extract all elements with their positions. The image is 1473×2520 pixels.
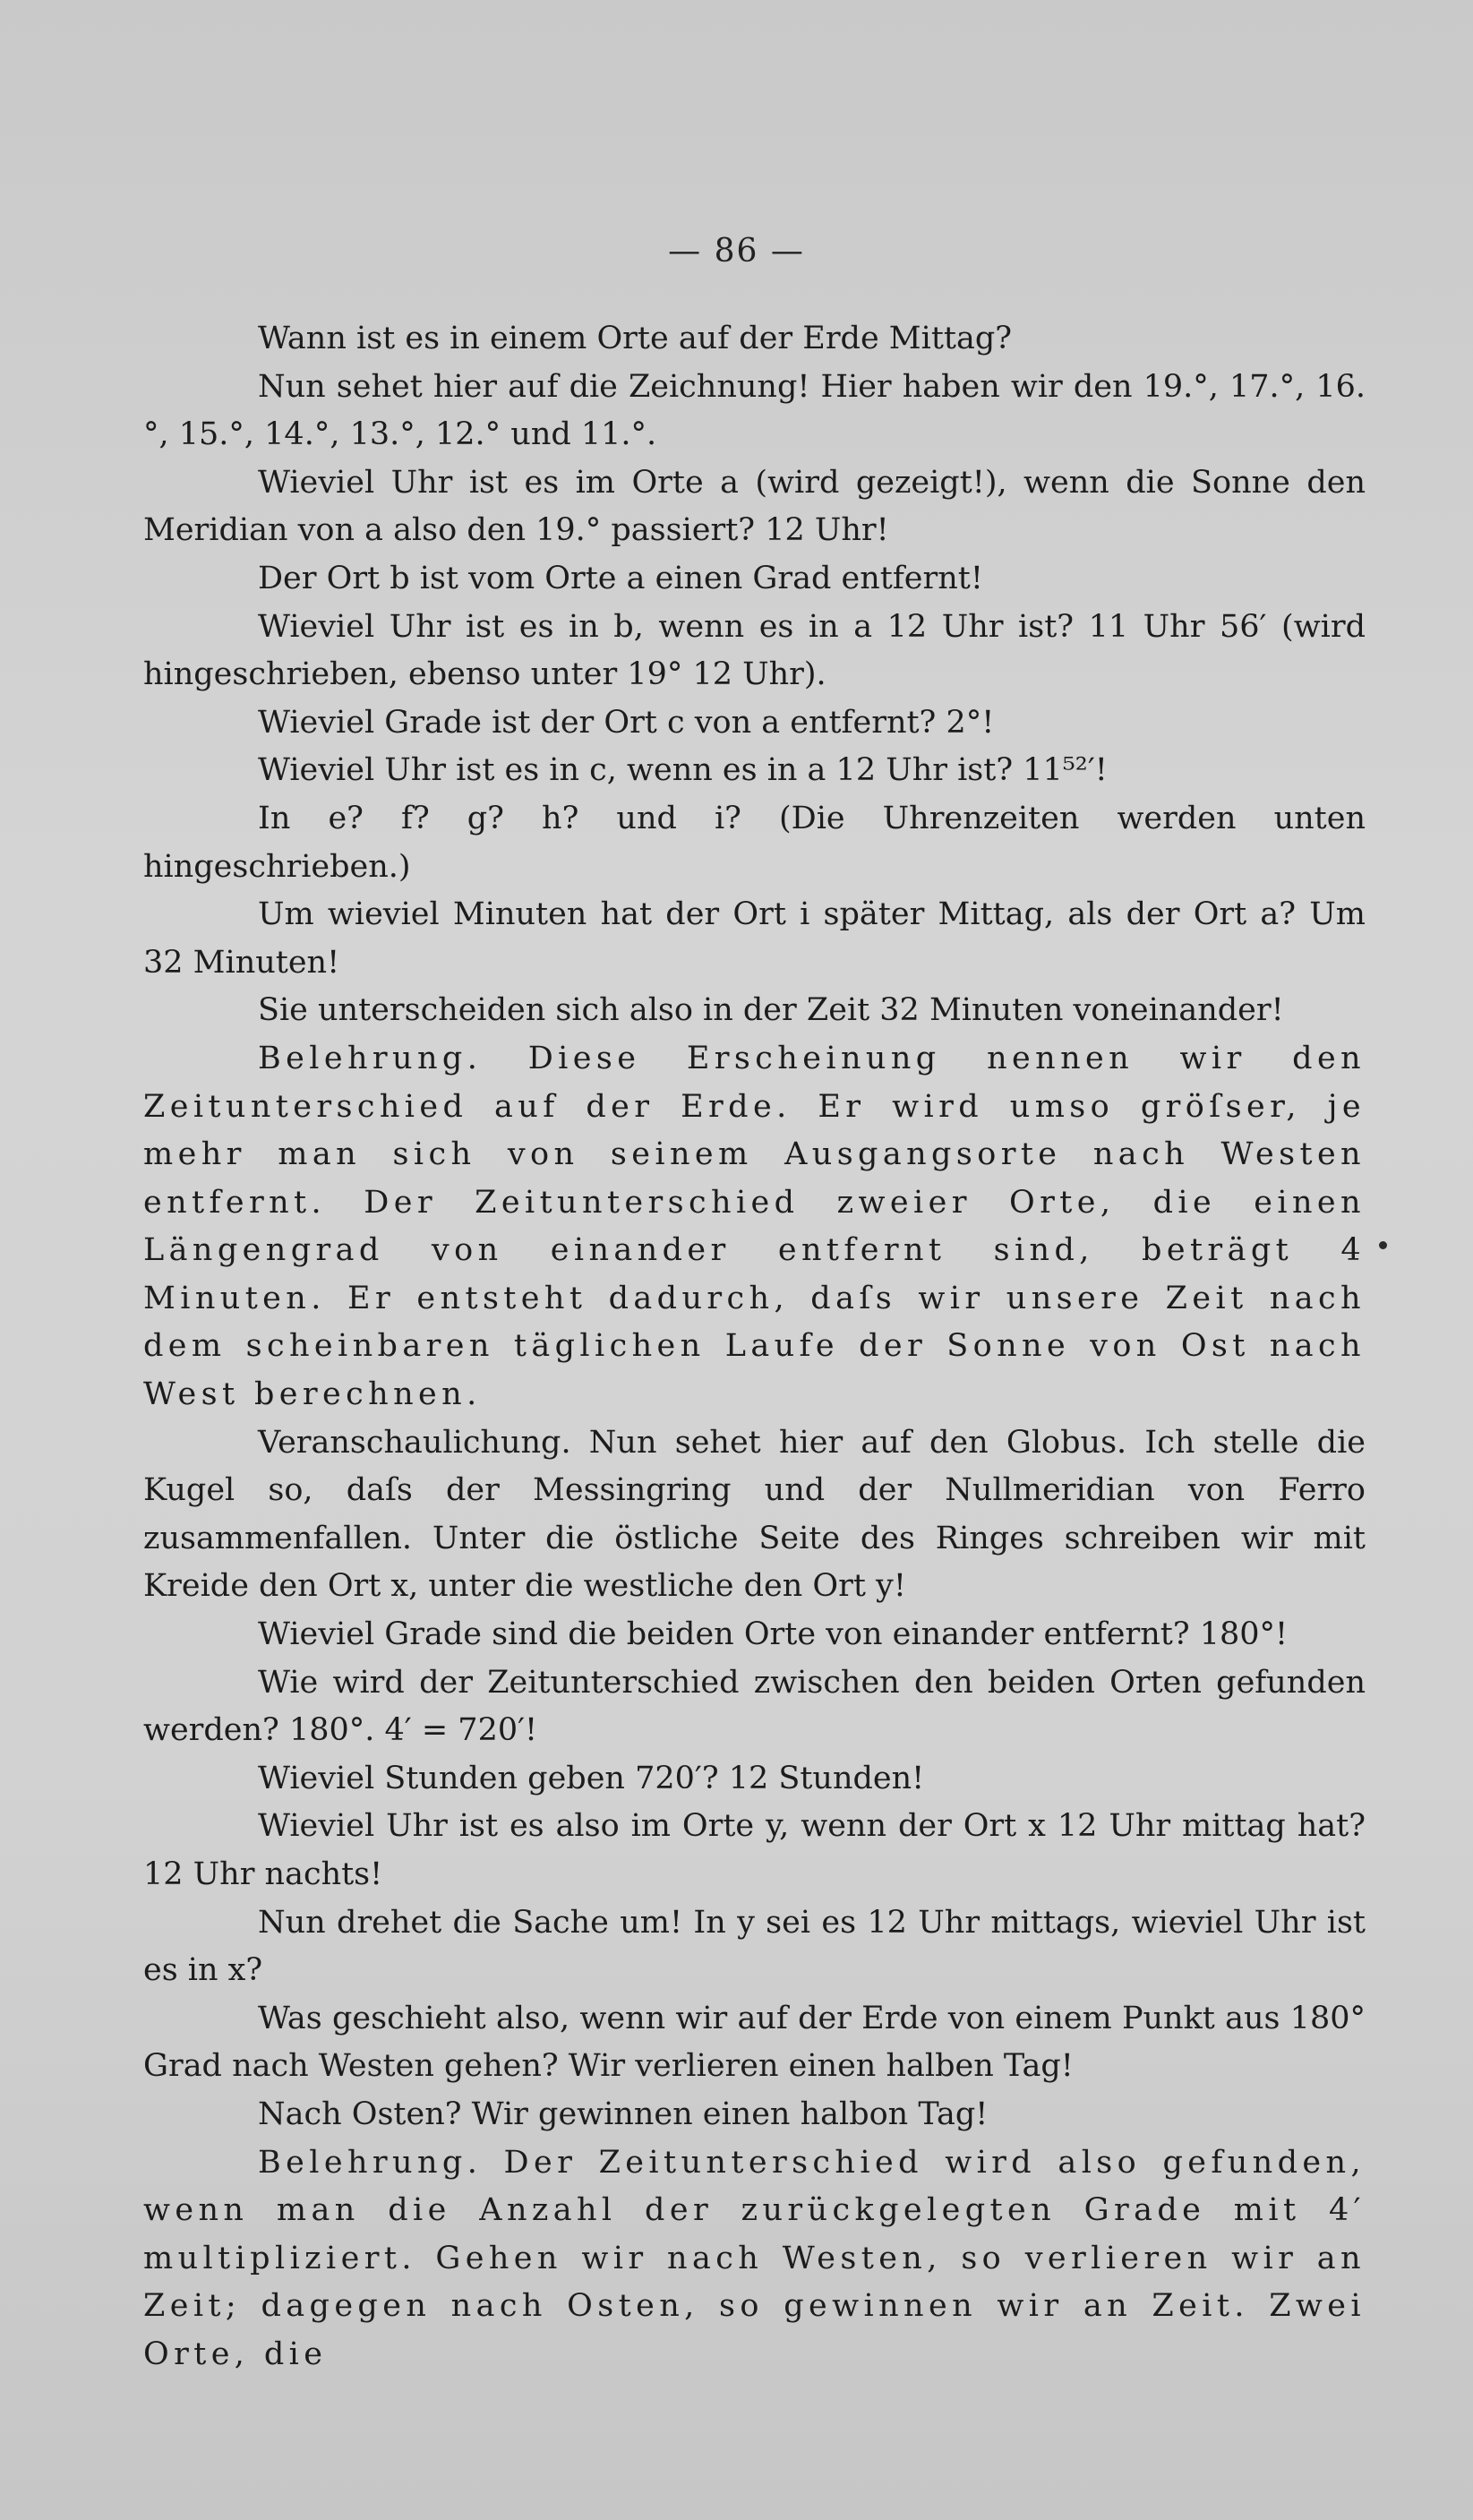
paragraph: Wieviel Uhr ist es also im Orte y, wenn der Ort x 12 Uhr mittag hat? 12 Uhr nachts! <box>143 1808 1366 1892</box>
paragraph: Der Ort b ist vom Orte a einen Grad entfernt! <box>258 560 983 596</box>
body-text <box>143 315 1366 2379</box>
paragraph: Wieviel Uhr ist es in b, wenn es in a 12 Uhr ist? 11 Uhr 56′ (wird hingeschrieben, ebenso unter 19° 12 Uhr). <box>143 608 1366 693</box>
paragraph: Wieviel Grade sind die beiden Orte von einander entfernt? 180°! <box>258 1616 1289 1653</box>
page-number: — 86 — <box>668 233 805 270</box>
paragraph: Wie wird der Zeitunterschied zwischen den beiden Orten gefunden werden? 180°. 4′ = 720′! <box>143 1664 1366 1749</box>
paragraph: Nun drehet die Sache um! In y sei es 12 Uhr mittags, wieviel Uhr ist es in x? <box>143 1904 1366 1989</box>
paragraph: Um wieviel Minuten hat der Ort i später Mittag, als der Ort a? Um 32 Minuten! <box>143 896 1366 981</box>
paragraph: Wieviel Uhr ist es im Orte a (wird gezeigt!), wenn die Sonne den Meridian von a also den 19.° passiert? 12 Uhr! <box>143 464 1366 549</box>
paragraph: Wieviel Stunden geben 720′? 12 Stunden! <box>258 1760 925 1796</box>
paragraph: Nach Osten? Wir gewinnen einen halbon Tag! <box>258 2096 989 2132</box>
paragraph-veranschaulichung: Veranschaulichung. Nun sehet hier auf den Globus. Ich stelle die Kugel so, daſs der Messingring und der Nullmeridian von Ferro zusammenfallen. Unter die östliche Seite des Ringes schreiben wir mit Kreide den Ort x, unter die westliche den Ort y! <box>143 1424 1366 1605</box>
paragraph: Wieviel Uhr ist es in c, wenn es in a 12 Uhr ist? 11⁵²′! <box>258 752 1108 789</box>
ink-dot <box>1379 1241 1387 1249</box>
paragraph: Sie unterscheiden sich also in der Zeit 32 Minuten voneinander! <box>258 992 1284 1029</box>
paragraph: Wieviel Grade ist der Ort c von a entfernt? 2°! <box>258 704 995 741</box>
paragraph: Wann ist es in einem Orte auf der Erde Mittag? <box>258 321 1012 356</box>
paragraph: In e? f? g? h? und i? (Die Uhrenzeiten werden unten hingeschrieben.) <box>143 800 1366 885</box>
paragraph: Nun sehet hier auf die Zeichnung! Hier haben wir den 19.°, 17.°, 16.°, 15.°, 14.°, 13.°, 12.° und 11.°. <box>143 368 1366 453</box>
paragraph-belehrung: Belehrung. Diese Erscheinung nennen wir den Zeitunterschied auf der Erde. Er wird umso gröſser, je mehr man sich von seinem Ausgangsorte nach Westen entfernt. Der Zeitunterschied zweier Orte, die einen Längengrad von einander entfernt sind, beträgt 4 Minuten. Er entsteht dadurch, daſs wir unsere Zeit nach dem scheinbaren täglichen Laufe der Sonne von Ost nach West berechnen. <box>143 1040 1366 1413</box>
paragraph-belehrung: Belehrung. Der Zeitunterschied wird also gefunden, wenn man die Anzahl der zurückgelegten Grade mit 4′ multipliziert. Gehen wir nach Westen, so verlieren wir an Zeit; dagegen nach Osten, so gewinnen wir an Zeit. Zwei Orte, die <box>143 2144 1366 2372</box>
paragraph: Was geschieht also, wenn wir auf der Erde von einem Punkt aus 180° Grad nach Westen gehen? Wir verlieren einen halben Tag! <box>143 2000 1366 2085</box>
